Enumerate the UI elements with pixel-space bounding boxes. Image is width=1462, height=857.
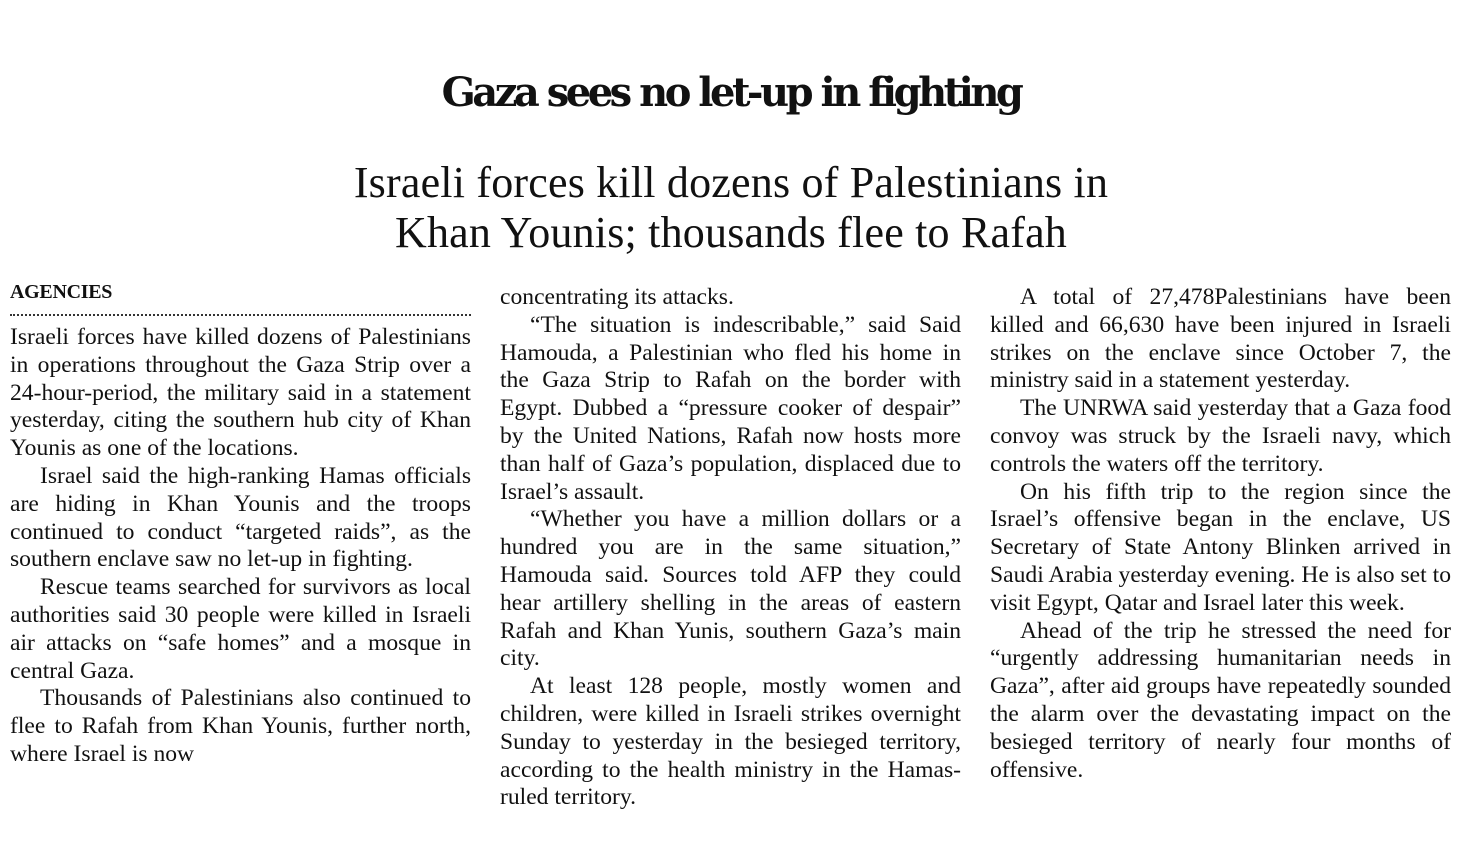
article-column-1 <box>10 282 471 769</box>
paragraph: “The situation is indescribable,” said Said Hamouda, a Palestinian who fled his home in the Gaza Strip to Rafah on the border with Egypt. Dubbed a “pressure cooker of despair” by the United Nations, Rafah now hosts more than half of Gaza’s population, displaced due to Israel’s assault. <box>500 311 961 505</box>
paragraph: Israeli forces have killed dozens of Palestinians in operations throughout the Gaza Strip over a 24-hour-period, the military said in a statement yesterday, citing the southern hub city of Khan Younis as one of the locations. <box>10 324 471 462</box>
subheadline-line-1: Israeli forces kill dozens of Palestinians in <box>353 158 1109 207</box>
paragraph: At least 128 people, mostly women and children, were killed in Israeli strikes overnight Sunday to yesterday in the besieged territory, according to the health ministry in the Hamas-ruled territory. <box>500 673 961 811</box>
paragraph: Rescue teams searched for survivors as local authorities said 30 people were killed in Israeli air attacks on “safe homes” and a mosque in central Gaza. <box>10 574 471 684</box>
paragraph: Ahead of the trip he stressed the need for “urgently addressing humanitarian needs in Gaza”, after aid groups have repeatedly sounded the alarm over the devastating impact on the besieged territory of nearly four months of offensive. <box>990 617 1451 783</box>
paragraph: A total of 27,478Palestinians have been killed and 66,630 have been injured in Israeli strikes on the enclave since October 7, the ministry said in a statement yesterday. <box>990 284 1451 394</box>
subheadline <box>0 158 1462 258</box>
byline: AGENCIES <box>10 282 471 316</box>
paragraph-continuation: concentrating its attacks. <box>500 284 734 310</box>
article-column-3 <box>990 284 1451 784</box>
paragraph: Thousands of Palestinians also continued to flee to Rafah from Khan Younis, further north, where Israel is now <box>10 685 471 767</box>
paragraph: The UNRWA said yesterday that a Gaza food convoy was struck by the Israeli navy, which controls the waters off the territory. <box>990 395 1451 477</box>
subheadline-line-2: Khan Younis; thousands flee to Rafah <box>394 208 1068 257</box>
headline: Gaza sees no let-up in fighting <box>441 69 1021 116</box>
article-column-2 <box>500 284 961 812</box>
paragraph: “Whether you have a million dollars or a hundred you are in the same situation,” Hamouda said. Sources told AFP they could hear artillery shelling in the areas of eastern Rafah and Khan Yunis, southern Gaza’s main city. <box>500 506 961 672</box>
paragraph: On his fifth trip to the region since the Israel’s offensive began in the enclave, US Secretary of State Antony Blinken arrived in Saudi Arabia yesterday evening. He is also set to visit Egypt, Qatar and Israel later this week. <box>990 478 1451 616</box>
paragraph: Israel said the high-ranking Hamas officials are hiding in Khan Younis and the troops continued to conduct “targeted raids”, as the southern enclave saw no let-up in fighting. <box>10 462 471 573</box>
